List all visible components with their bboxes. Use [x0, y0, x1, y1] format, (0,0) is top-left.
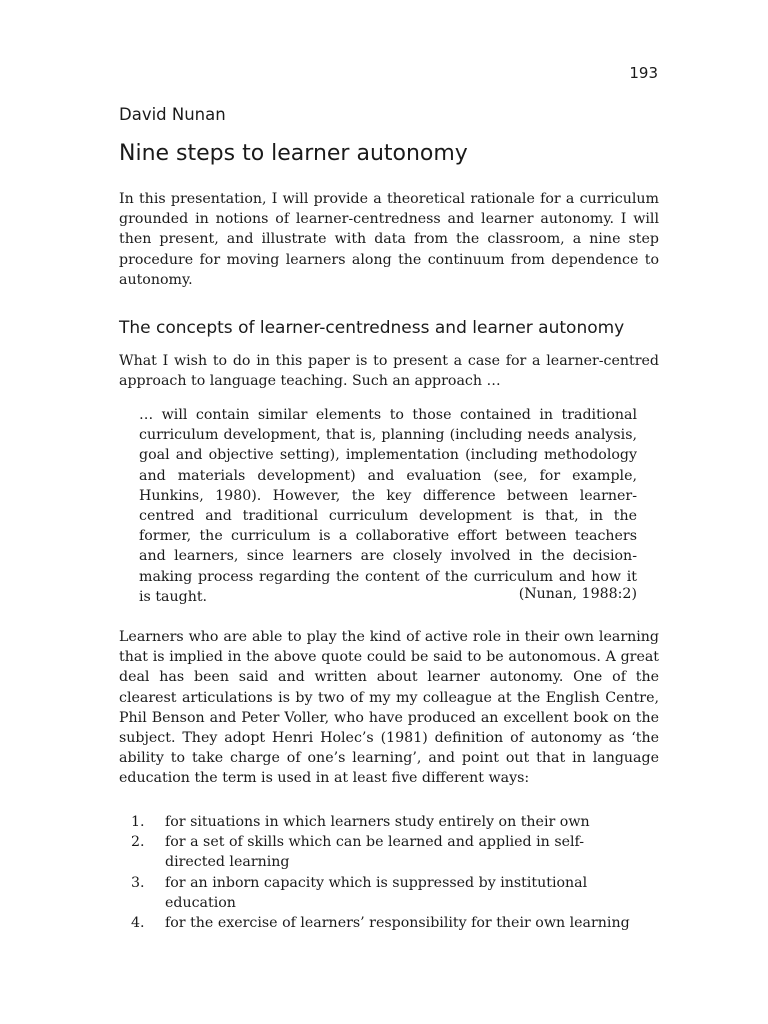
list-item: [119, 873, 639, 913]
list-item-number: 3.: [131, 874, 145, 891]
list-item-text: for situations in which learners study entirely on their own: [165, 814, 590, 830]
body-paragraph-1: What I wish to do in this paper is to present a case for a learner-centred approach to language teaching. Such an approach …: [119, 353, 659, 390]
body-paragraph-2: Learners who are able to play the kind of active role in their own learning that is implied in the above quote could be said to be autonomous. A great deal has been said and written about learner autonomy. One of the clearest articulations is by two of my my colleague at the English Centre, Phil Benson and Peter Voller, who have produced an excellent book on the subject. They adopt Henri Holec’s (1981) definition of autonomy as ‘the ability to take charge of one’s learning’, and point out that in language education the term is used in at least five different ways:: [119, 629, 659, 787]
page-number: 193: [629, 64, 658, 82]
author-name: David Nunan: [119, 105, 226, 124]
list-item-number: 2.: [131, 834, 145, 851]
section-heading: The concepts of learner-centredness and learner autonomy: [119, 318, 625, 338]
list-item-text: for an inborn capacity which is suppressed by institutional education: [165, 874, 588, 911]
list-item: [119, 913, 639, 933]
list-item: [119, 832, 639, 872]
article-title: Nine steps to learner autonomy: [119, 141, 468, 166]
quote-citation: (Nunan, 1988:2): [518, 586, 637, 602]
list-item: [119, 812, 639, 832]
autonomy-definitions-list: [119, 812, 639, 933]
list-item-text: for the exercise of learners’ responsibility for their own learning: [165, 915, 630, 932]
list-item-number: 4.: [131, 915, 145, 932]
list-item-number: 1.: [131, 814, 145, 830]
intro-paragraph: In this presentation, I will provide a theoretical rationale for a curriculum grounded in notions of learner-centredness and learner autonomy. I will then present, and illustrate with data from the classroom, a nine step procedure for moving learners along the continuum from dependence to autonomy.: [119, 191, 659, 288]
list-item-text: for a set of skills which can be learned and applied in self-directed learning: [165, 834, 585, 871]
block-quote: … will contain similar elements to those contained in traditional curriculum development, that is, planning (including needs analysis, goal and objective setting), implementation (including methodology and materials development) and evaluation (see, for example, Hunkins, 1980). However, the key difference between learner-centred and traditional curriculum development is that, in the former, the curriculum is a collaborative effort between teachers and learners, since learners are closely involved in the decision-making process regarding the content of the curriculum and how it is taught.: [139, 407, 637, 605]
